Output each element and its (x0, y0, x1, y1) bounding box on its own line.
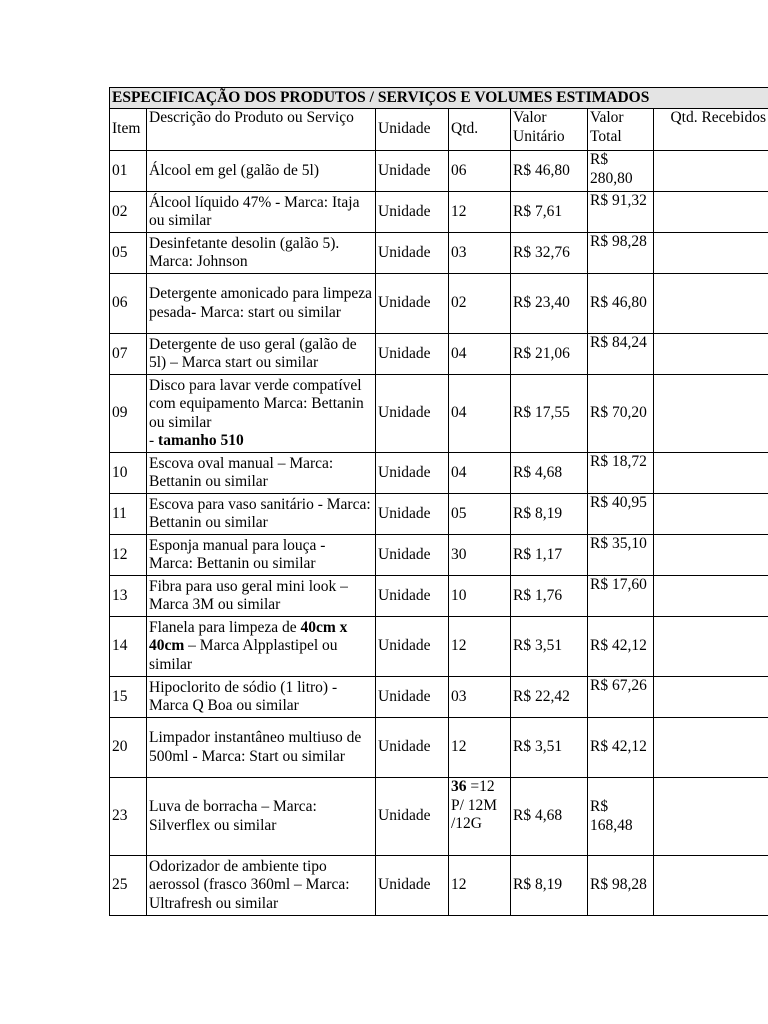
cell-valor-total: R$ 70,20 (588, 375, 654, 453)
spec-table (109, 87, 768, 916)
cell-unidade: Unidade (376, 375, 449, 453)
cell-descricao: Limpador instantâneo multiuso de 500ml - Marca: Start ou similar (147, 718, 376, 778)
cell-descricao-bold: 40cm x 40cm (149, 618, 348, 655)
cell-valor-total: R$ 98,28 (588, 856, 654, 916)
cell-descricao: Odorizador de ambiente tipo aerossol (frasco 360ml – Marca: Ultrafresh ou similar (147, 856, 376, 916)
cell-valor-unitario: R$ 3,51 (511, 617, 588, 677)
cell-unidade: Unidade (376, 677, 449, 718)
cell-unidade: Unidade (376, 274, 449, 334)
cell-item: 10 (110, 453, 147, 494)
cell-valor-unitario: R$ 46,80 (511, 151, 588, 192)
header-item: Item (110, 109, 147, 151)
cell-valor-total: R$ 98,28 (588, 233, 654, 274)
table-row (110, 718, 768, 778)
cell-unidade: Unidade (376, 192, 449, 233)
cell-unidade: Unidade (376, 453, 449, 494)
cell-item: 07 (110, 334, 147, 375)
cell-qtd-recebidos (654, 334, 768, 375)
cell-valor-total: R$ 18,72 (588, 453, 654, 494)
cell-valor-total: R$ 91,32 (588, 192, 654, 233)
cell-unidade: Unidade (376, 334, 449, 375)
cell-qtd: 12 (449, 192, 511, 233)
cell-valor-unitario: R$ 4,68 (511, 778, 588, 856)
cell-unidade: Unidade (376, 494, 449, 535)
cell-descricao: Esponja manual para louça - Marca: Bettanin ou similar (147, 535, 376, 576)
cell-descricao-text: Disco para lavar verde compatível com equipamento Marca: Bettanin ou similar (149, 376, 364, 431)
header-valor-unitario: Valor Unitário (511, 109, 588, 151)
cell-valor-unitario: R$ 8,19 (511, 494, 588, 535)
cell-item: 14 (110, 617, 147, 677)
cell-qtd (449, 778, 511, 856)
cell-descricao: Desinfetante desolin (galão 5). Marca: Johnson (147, 233, 376, 274)
table-row (110, 274, 768, 334)
cell-unidade: Unidade (376, 617, 449, 677)
cell-valor-total: R$ 168,48 (588, 778, 654, 856)
cell-descricao-suffix: – Marca Alpplastipel ou similar (149, 637, 338, 673)
cell-unidade: Unidade (376, 535, 449, 576)
table-row (110, 192, 768, 233)
cell-valor-unitario: R$ 1,76 (511, 576, 588, 617)
cell-item: 15 (110, 677, 147, 718)
cell-qtd: 04 (449, 453, 511, 494)
cell-qtd-recebidos (654, 151, 768, 192)
header-descricao: Descrição do Produto ou Serviço (147, 109, 376, 151)
cell-descricao: Hipoclorito de sódio (1 litro) - Marca Q Boa ou similar (147, 677, 376, 718)
cell-qtd-recebidos (654, 274, 768, 334)
cell-qtd-recebidos (654, 617, 768, 677)
header-unidade: Unidade (376, 109, 449, 151)
table-row (110, 233, 768, 274)
cell-valor-unitario: R$ 21,06 (511, 334, 588, 375)
cell-item: 05 (110, 233, 147, 274)
header-qtd: Qtd. (449, 109, 511, 151)
cell-descricao: Luva de borracha – Marca: Silverflex ou similar (147, 778, 376, 856)
cell-valor-unitario: R$ 17,55 (511, 375, 588, 453)
cell-qtd-recebidos (654, 778, 768, 856)
cell-item: 20 (110, 718, 147, 778)
header-row (110, 109, 768, 151)
cell-item: 23 (110, 778, 147, 856)
cell-unidade: Unidade (376, 718, 449, 778)
table-row (110, 576, 768, 617)
cell-valor-unitario: R$ 1,17 (511, 535, 588, 576)
cell-item: 01 (110, 151, 147, 192)
cell-qtd: 02 (449, 274, 511, 334)
cell-qtd-rest: =12 P/ 12M /12G (451, 778, 498, 832)
cell-unidade: Unidade (376, 576, 449, 617)
cell-valor-total: R$ 35,10 (588, 535, 654, 576)
cell-qtd: 12 (449, 718, 511, 778)
cell-descricao-prefix: Flanela para limpeza de (149, 618, 301, 636)
cell-qtd: 05 (449, 494, 511, 535)
cell-qtd: 03 (449, 233, 511, 274)
cell-qtd: 04 (449, 375, 511, 453)
cell-valor-total: R$ 42,12 (588, 617, 654, 677)
cell-item: 09 (110, 375, 147, 453)
cell-valor-total: R$ 46,80 (588, 274, 654, 334)
cell-item: 06 (110, 274, 147, 334)
cell-qtd-recebidos (654, 233, 768, 274)
cell-valor-unitario: R$ 22,42 (511, 677, 588, 718)
cell-qtd: 12 (449, 617, 511, 677)
cell-descricao: Escova para vaso sanitário - Marca: Bettanin ou similar (147, 494, 376, 535)
cell-qtd: 03 (449, 677, 511, 718)
table-row (110, 334, 768, 375)
cell-valor-total: R$ 40,95 (588, 494, 654, 535)
cell-unidade: Unidade (376, 233, 449, 274)
cell-descricao: Detergente de uso geral (galão de 5l) – Marca start ou similar (147, 334, 376, 375)
cell-qtd: 06 (449, 151, 511, 192)
cell-qtd: 10 (449, 576, 511, 617)
cell-item: 13 (110, 576, 147, 617)
cell-qtd: 30 (449, 535, 511, 576)
table-row (110, 375, 768, 453)
cell-qtd-recebidos (654, 576, 768, 617)
cell-descricao-tail-prefix: - (149, 432, 159, 449)
cell-qtd-recebidos (654, 192, 768, 233)
cell-descricao (147, 375, 376, 453)
table-row (110, 494, 768, 535)
cell-valor-unitario: R$ 7,61 (511, 192, 588, 233)
cell-descricao: Álcool em gel (galão de 5l) (147, 151, 376, 192)
cell-descricao (147, 617, 376, 677)
table-row (110, 151, 768, 192)
title-row (110, 88, 768, 109)
table-row (110, 453, 768, 494)
cell-valor-total: R$ 17,60 (588, 576, 654, 617)
cell-unidade: Unidade (376, 778, 449, 856)
cell-valor-total: R$ 67,26 (588, 677, 654, 718)
cell-descricao: Detergente amonicado para limpeza pesada- Marca: start ou similar (147, 274, 376, 334)
cell-valor-unitario: R$ 3,51 (511, 718, 588, 778)
cell-qtd-recebidos (654, 453, 768, 494)
cell-item: 25 (110, 856, 147, 916)
cell-qtd-recebidos (654, 494, 768, 535)
cell-valor-unitario: R$ 23,40 (511, 274, 588, 334)
table-row (110, 677, 768, 718)
header-qtd-recebidos: Qtd. Recebidos (654, 109, 768, 151)
table-title: ESPECIFICAÇÃO DOS PRODUTOS / SERVIÇOS E VOLUMES ESTIMADOS (110, 88, 768, 109)
cell-unidade: Unidade (376, 151, 449, 192)
table-row (110, 535, 768, 576)
cell-qtd-bold: 36 (451, 778, 467, 795)
cell-valor-total: R$ 42,12 (588, 718, 654, 778)
table-row (110, 617, 768, 677)
cell-item: 02 (110, 192, 147, 233)
cell-valor-total: R$ 84,24 (588, 334, 654, 375)
cell-descricao: Escova oval manual – Marca: Bettanin ou similar (147, 453, 376, 494)
table-row (110, 856, 768, 916)
cell-qtd: 04 (449, 334, 511, 375)
cell-item: 12 (110, 535, 147, 576)
cell-item: 11 (110, 494, 147, 535)
cell-qtd: 12 (449, 856, 511, 916)
cell-qtd-recebidos (654, 856, 768, 916)
cell-valor-unitario: R$ 32,76 (511, 233, 588, 274)
cell-descricao: Álcool líquido 47% - Marca: Itaja ou similar (147, 192, 376, 233)
cell-descricao-tail-bold: tamanho 510 (158, 432, 244, 449)
cell-descricao: Fibra para uso geral mini look – Marca 3M ou similar (147, 576, 376, 617)
cell-unidade: Unidade (376, 856, 449, 916)
cell-qtd-recebidos (654, 718, 768, 778)
cell-qtd-recebidos (654, 535, 768, 576)
table-row (110, 778, 768, 856)
cell-valor-total: R$ 280,80 (588, 151, 654, 192)
cell-valor-unitario: R$ 4,68 (511, 453, 588, 494)
cell-qtd-recebidos (654, 375, 768, 453)
cell-valor-unitario: R$ 8,19 (511, 856, 588, 916)
cell-qtd-recebidos (654, 677, 768, 718)
header-valor-total: Valor Total (588, 109, 654, 151)
